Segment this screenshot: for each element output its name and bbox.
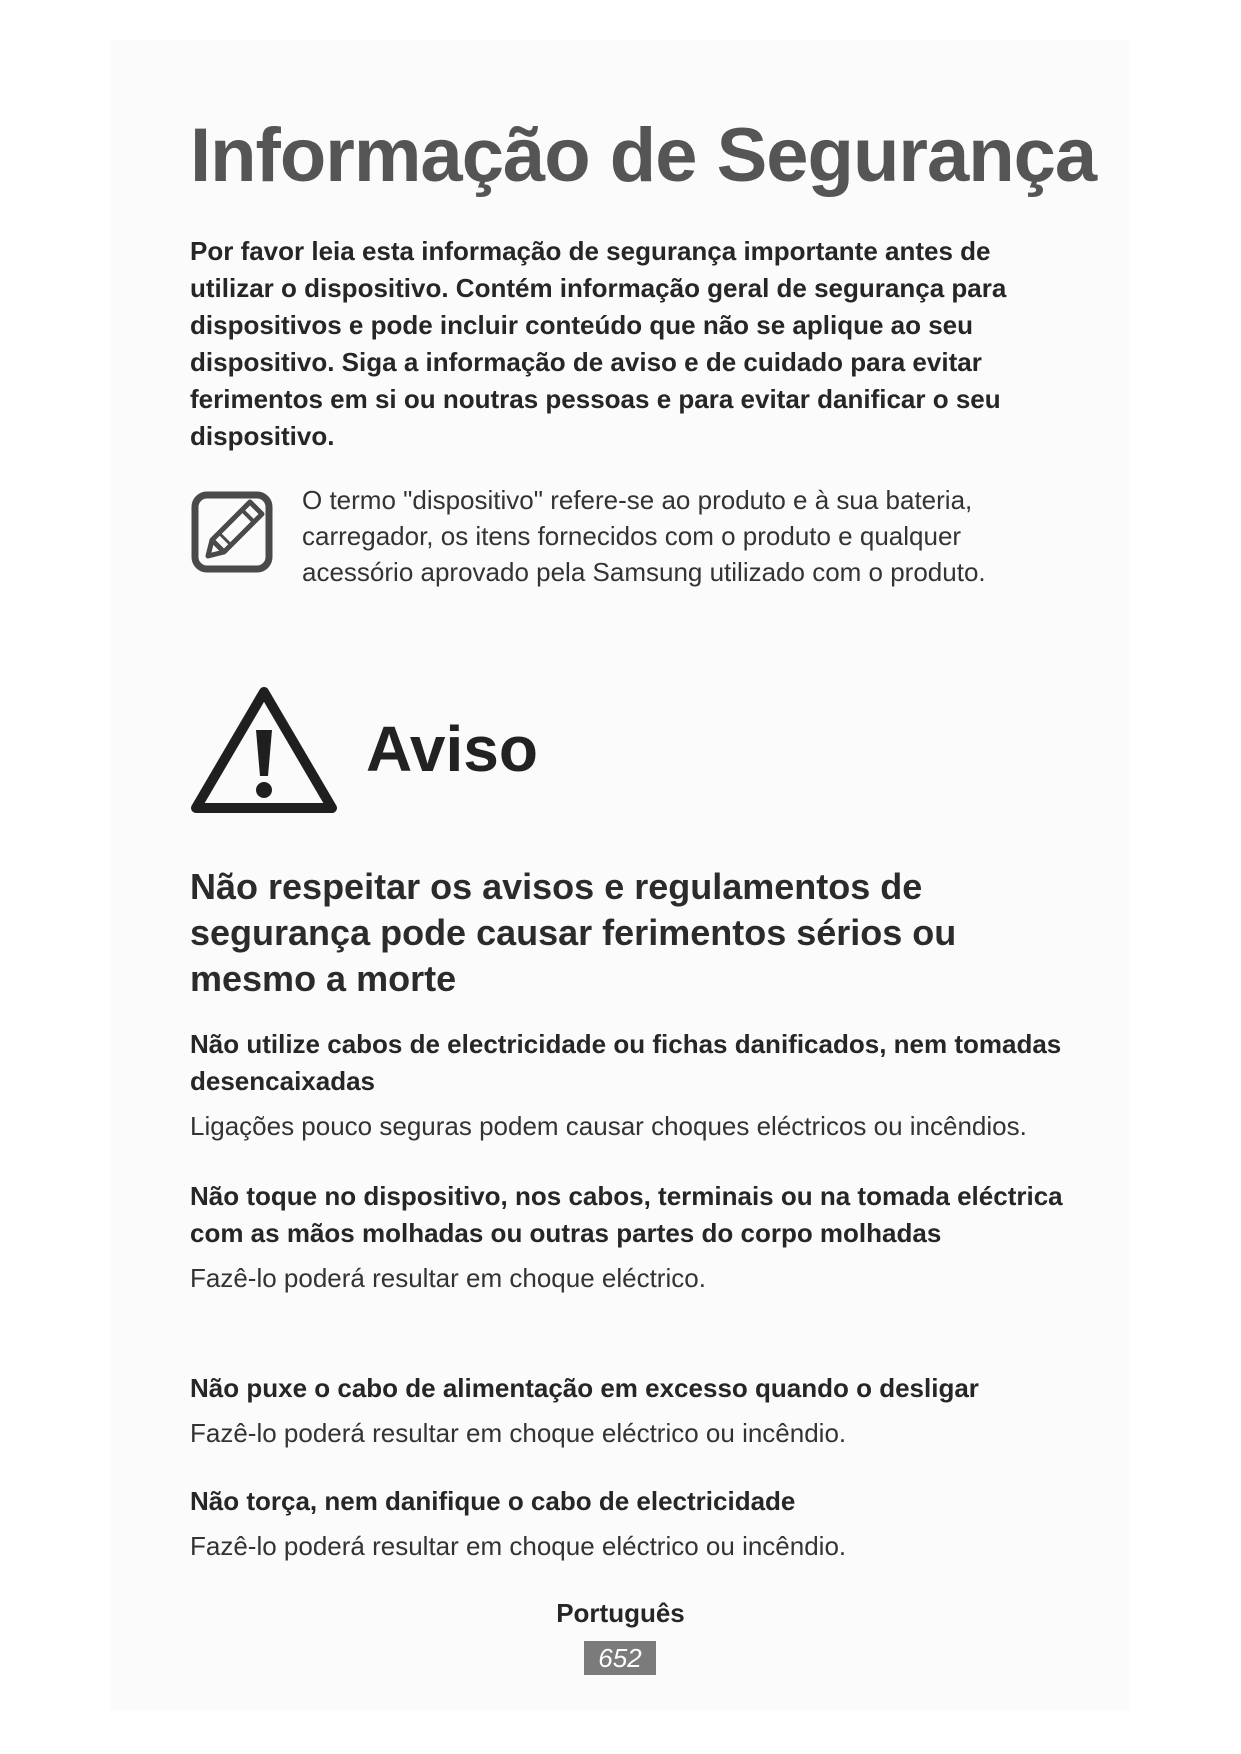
section-heading: Não respeitar os avisos e regulamentos de segurança pode causar ferimentos sérios ou mesmo a morte [190, 866, 957, 999]
note-text: O termo "dispositivo" refere-se ao produto e à sua bateria, carregador, os itens fornecidos com o produto e qualquer acessório aprovado pela Samsung utilizado com o produto. [302, 485, 986, 587]
page-title: Informação de Segurança [190, 113, 1097, 198]
safety-item [190, 1026, 1070, 1144]
safety-item-body: Ligações pouco seguras podem causar choques eléctricos ou incêndios. [190, 1111, 1027, 1141]
warning-title: Aviso [366, 713, 538, 785]
intro-paragraph: Por favor leia esta informação de segurança importante antes de utilizar o dispositivo. Contém informação geral de segurança para dispositivos e pode incluir conteúdo que não se aplique ao seu dispositivo. Siga a informação de aviso e de cuidado para evitar ferimentos em si ou noutras pessoas e para evitar danificar o seu dispositivo. [190, 236, 1007, 451]
safety-item [190, 1178, 1070, 1296]
warning-header [190, 684, 790, 824]
warning-triangle-icon [190, 684, 338, 816]
safety-item-heading: Não utilize cabos de electricidade ou fichas danificados, nem tomadas desencaixadas [190, 1029, 1062, 1096]
safety-item [190, 1483, 1070, 1564]
safety-item-heading: Não torça, nem danifique o cabo de electricidade [190, 1486, 796, 1516]
safety-item-heading: Não toque no dispositivo, nos cabos, terminais ou na tomada eléctrica com as mãos molhadas ou outras partes do corpo molhadas [190, 1181, 1063, 1248]
safety-item [190, 1370, 1070, 1451]
safety-item-body: Fazê-lo poderá resultar em choque eléctrico ou incêndio. [190, 1531, 847, 1561]
footer-language: Português [556, 1598, 685, 1628]
note-pencil-icon [190, 490, 274, 574]
safety-item-body: Fazê-lo poderá resultar em choque eléctrico ou incêndio. [190, 1418, 847, 1448]
safety-item-heading: Não puxe o cabo de alimentação em excesso quando o desligar [190, 1373, 979, 1403]
safety-item-body: Fazê-lo poderá resultar em choque eléctrico. [190, 1263, 706, 1293]
note-block [190, 482, 1070, 602]
page-number: 652 [584, 1641, 656, 1675]
